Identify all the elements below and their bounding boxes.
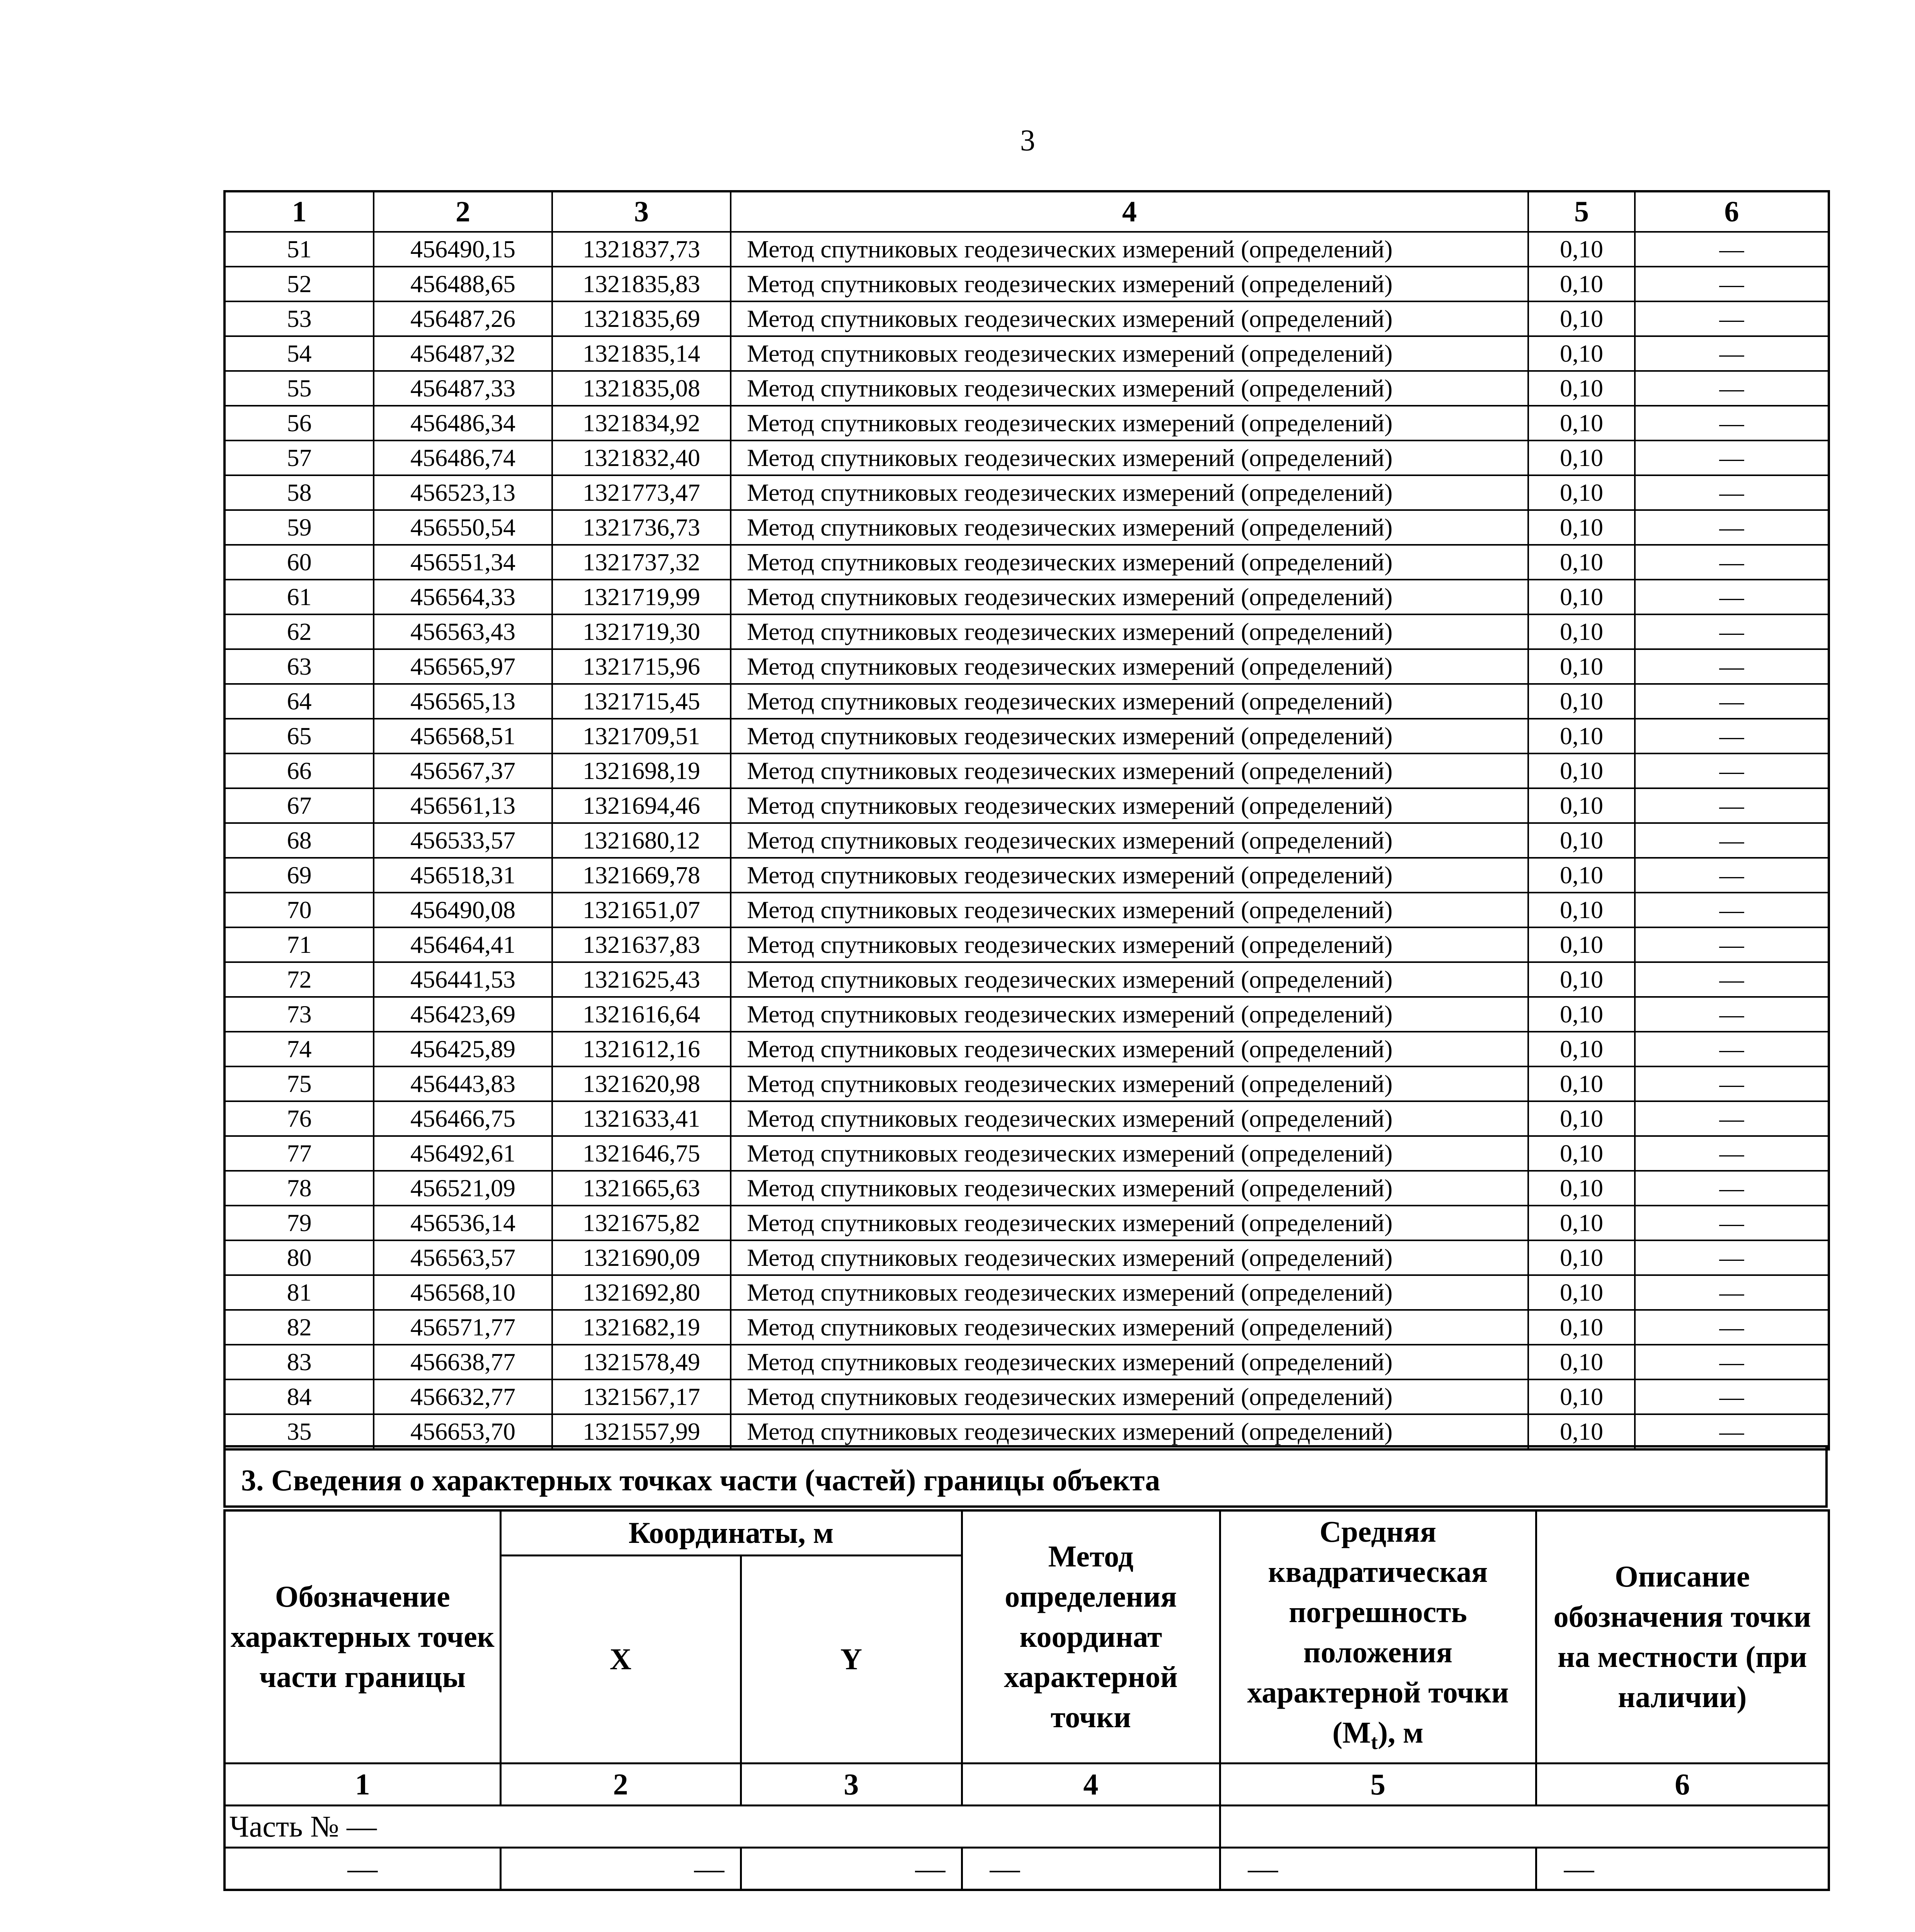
y-coordinate: 1321694,46 bbox=[552, 788, 731, 823]
table-row bbox=[224, 1032, 1829, 1066]
y-coordinate: 1321835,14 bbox=[552, 336, 731, 371]
method: Метод спутниковых геодезических измерений (определений) bbox=[731, 301, 1528, 336]
header-description: Описание обозначения точки на местности (при наличии) bbox=[1536, 1510, 1829, 1763]
table-row bbox=[224, 649, 1829, 684]
accuracy: 0,10 bbox=[1528, 510, 1635, 545]
y-coordinate: 1321715,96 bbox=[552, 649, 731, 684]
x-coordinate: 456523,13 bbox=[374, 475, 552, 510]
y-coordinate: 1321682,19 bbox=[552, 1310, 731, 1345]
description: — bbox=[1635, 858, 1829, 893]
accuracy: 0,10 bbox=[1528, 1171, 1635, 1206]
method: Метод спутниковых геодезических измерений (определений) bbox=[731, 753, 1528, 788]
description: — bbox=[1635, 1032, 1829, 1066]
x-coordinate: 456487,32 bbox=[374, 336, 552, 371]
accuracy: 0,10 bbox=[1528, 1345, 1635, 1379]
table-row bbox=[224, 997, 1829, 1032]
y-coordinate: 1321616,64 bbox=[552, 997, 731, 1032]
method: Метод спутниковых геодезических измерений (определений) bbox=[731, 858, 1528, 893]
method: Метод спутниковых геодезических измерений (определений) bbox=[731, 1032, 1528, 1066]
point-number: 62 bbox=[224, 614, 374, 649]
description: — bbox=[1635, 649, 1829, 684]
y-coordinate: 1321736,73 bbox=[552, 510, 731, 545]
point-number: 67 bbox=[224, 788, 374, 823]
header-cell: 1 bbox=[224, 191, 374, 232]
x-coordinate: 456632,77 bbox=[374, 1379, 552, 1414]
x-coordinate: 456638,77 bbox=[374, 1345, 552, 1379]
header-cell: 5 bbox=[1528, 191, 1635, 232]
y-coordinate: 1321692,80 bbox=[552, 1275, 731, 1310]
column-number: 4 bbox=[962, 1763, 1220, 1805]
method: Метод спутниковых геодезических измерений (определений) bbox=[731, 1171, 1528, 1206]
accuracy: 0,10 bbox=[1528, 267, 1635, 301]
method: Метод спутниковых геодезических измерений (определений) bbox=[731, 1345, 1528, 1379]
point-number: 56 bbox=[224, 406, 374, 440]
point-number: 83 bbox=[224, 1345, 374, 1379]
description: — bbox=[1635, 788, 1829, 823]
x-coordinate: 456490,15 bbox=[374, 232, 552, 267]
accuracy: 0,10 bbox=[1528, 1240, 1635, 1275]
method: Метод спутниковых геодезических измерений (определений) bbox=[731, 1206, 1528, 1240]
column-number: 5 bbox=[1220, 1763, 1536, 1805]
description: — bbox=[1635, 684, 1829, 719]
description: — bbox=[1635, 1206, 1829, 1240]
x-coordinate: 456653,70 bbox=[374, 1414, 552, 1449]
column-numbers-row bbox=[224, 1763, 1829, 1805]
y-coordinate: 1321578,49 bbox=[552, 1345, 731, 1379]
table-row bbox=[224, 788, 1829, 823]
header-x: X bbox=[500, 1555, 741, 1763]
y-coordinate: 1321675,82 bbox=[552, 1206, 731, 1240]
section-3-heading-box bbox=[223, 1445, 1828, 1508]
y-coordinate: 1321719,99 bbox=[552, 580, 731, 614]
y-coordinate: 1321719,30 bbox=[552, 614, 731, 649]
point-number: 78 bbox=[224, 1171, 374, 1206]
dash-cell: — bbox=[500, 1847, 741, 1890]
point-number: 82 bbox=[224, 1310, 374, 1345]
y-coordinate: 1321665,63 bbox=[552, 1171, 731, 1206]
table-row bbox=[224, 475, 1829, 510]
point-number: 79 bbox=[224, 1206, 374, 1240]
accuracy: 0,10 bbox=[1528, 1206, 1635, 1240]
part-empty-cell bbox=[1220, 1805, 1829, 1847]
points-table-header bbox=[224, 191, 1829, 232]
y-coordinate: 1321646,75 bbox=[552, 1136, 731, 1171]
description: — bbox=[1635, 1275, 1829, 1310]
accuracy: 0,10 bbox=[1528, 753, 1635, 788]
accuracy: 0,10 bbox=[1528, 1379, 1635, 1414]
point-number: 63 bbox=[224, 649, 374, 684]
accuracy: 0,10 bbox=[1528, 371, 1635, 406]
dash-cell: — bbox=[224, 1847, 500, 1890]
header-point-designation: Обозначение характерных точек части границы bbox=[224, 1510, 500, 1763]
header-cell: 2 bbox=[374, 191, 552, 232]
x-coordinate: 456486,74 bbox=[374, 440, 552, 475]
table-row bbox=[224, 927, 1829, 962]
description: — bbox=[1635, 1310, 1829, 1345]
table-row bbox=[224, 719, 1829, 753]
accuracy: 0,10 bbox=[1528, 580, 1635, 614]
section-3-title: 3. Сведения о характерных точках части (частей) границы объекта bbox=[241, 1463, 1160, 1497]
table-row bbox=[224, 614, 1829, 649]
x-coordinate: 456521,09 bbox=[374, 1171, 552, 1206]
table-row bbox=[224, 1240, 1829, 1275]
point-number: 69 bbox=[224, 858, 374, 893]
description: — bbox=[1635, 614, 1829, 649]
table-row bbox=[224, 1066, 1829, 1101]
x-coordinate: 456488,65 bbox=[374, 267, 552, 301]
point-number: 55 bbox=[224, 371, 374, 406]
point-number: 61 bbox=[224, 580, 374, 614]
y-coordinate: 1321669,78 bbox=[552, 858, 731, 893]
header-coordinates: Координаты, м bbox=[500, 1510, 962, 1555]
method: Метод спутниковых геодезических измерений (определений) bbox=[731, 371, 1528, 406]
x-coordinate: 456466,75 bbox=[374, 1101, 552, 1136]
description: — bbox=[1635, 510, 1829, 545]
y-coordinate: 1321637,83 bbox=[552, 927, 731, 962]
accuracy: 0,10 bbox=[1528, 788, 1635, 823]
method: Метод спутниковых геодезических измерений (определений) bbox=[731, 823, 1528, 858]
y-coordinate: 1321835,08 bbox=[552, 371, 731, 406]
x-coordinate: 456487,26 bbox=[374, 301, 552, 336]
point-number: 84 bbox=[224, 1379, 374, 1414]
method: Метод спутниковых геодезических измерений (определений) bbox=[731, 336, 1528, 371]
method: Метод спутниковых геодезических измерений (определений) bbox=[731, 788, 1528, 823]
x-coordinate: 456486,34 bbox=[374, 406, 552, 440]
y-coordinate: 1321835,69 bbox=[552, 301, 731, 336]
table-row bbox=[224, 510, 1829, 545]
method: Метод спутниковых геодезических измерений (определений) bbox=[731, 1240, 1528, 1275]
x-coordinate: 456567,37 bbox=[374, 753, 552, 788]
point-number: 66 bbox=[224, 753, 374, 788]
description: — bbox=[1635, 301, 1829, 336]
x-coordinate: 456443,83 bbox=[374, 1066, 552, 1101]
y-coordinate: 1321837,73 bbox=[552, 232, 731, 267]
page-number: 3 bbox=[1020, 123, 1035, 157]
y-coordinate: 1321567,17 bbox=[552, 1379, 731, 1414]
description: — bbox=[1635, 1171, 1829, 1206]
x-coordinate: 456490,08 bbox=[374, 893, 552, 927]
x-coordinate: 456423,69 bbox=[374, 997, 552, 1032]
description: — bbox=[1635, 1240, 1829, 1275]
table-row bbox=[224, 858, 1829, 893]
description: — bbox=[1635, 267, 1829, 301]
x-coordinate: 456492,61 bbox=[374, 1136, 552, 1171]
table-row bbox=[224, 893, 1829, 927]
table-row bbox=[224, 1414, 1829, 1449]
y-coordinate: 1321625,43 bbox=[552, 962, 731, 997]
method: Метод спутниковых геодезических измерений (определений) bbox=[731, 510, 1528, 545]
description: — bbox=[1635, 440, 1829, 475]
table-row bbox=[224, 1379, 1829, 1414]
point-number: 59 bbox=[224, 510, 374, 545]
x-coordinate: 456533,57 bbox=[374, 823, 552, 858]
accuracy: 0,10 bbox=[1528, 1101, 1635, 1136]
header-accuracy-tail: ), м bbox=[1378, 1716, 1423, 1749]
y-coordinate: 1321651,07 bbox=[552, 893, 731, 927]
point-number: 81 bbox=[224, 1275, 374, 1310]
table-row bbox=[224, 232, 1829, 267]
description: — bbox=[1635, 1066, 1829, 1101]
point-number: 64 bbox=[224, 684, 374, 719]
x-coordinate: 456487,33 bbox=[374, 371, 552, 406]
x-coordinate: 456518,31 bbox=[374, 858, 552, 893]
table-row bbox=[224, 267, 1829, 301]
method: Метод спутниковых геодезических измерений (определений) bbox=[731, 1414, 1528, 1449]
x-coordinate: 456568,51 bbox=[374, 719, 552, 753]
y-coordinate: 1321834,92 bbox=[552, 406, 731, 440]
x-coordinate: 456568,10 bbox=[374, 1275, 552, 1310]
description: — bbox=[1635, 580, 1829, 614]
y-coordinate: 1321690,09 bbox=[552, 1240, 731, 1275]
x-coordinate: 456571,77 bbox=[374, 1310, 552, 1345]
method: Метод спутниковых геодезических измерений (определений) bbox=[731, 1101, 1528, 1136]
method: Метод спутниковых геодезических измерений (определений) bbox=[731, 893, 1528, 927]
method: Метод спутниковых геодезических измерений (определений) bbox=[731, 962, 1528, 997]
accuracy: 0,10 bbox=[1528, 336, 1635, 371]
table-row bbox=[224, 580, 1829, 614]
accuracy: 0,10 bbox=[1528, 1136, 1635, 1171]
description: — bbox=[1635, 962, 1829, 997]
accuracy: 0,10 bbox=[1528, 440, 1635, 475]
point-number: 80 bbox=[224, 1240, 374, 1275]
description: — bbox=[1635, 1345, 1829, 1379]
method: Метод спутниковых геодезических измерений (определений) bbox=[731, 1136, 1528, 1171]
y-coordinate: 1321612,16 bbox=[552, 1032, 731, 1066]
method: Метод спутниковых геодезических измерений (определений) bbox=[731, 440, 1528, 475]
accuracy: 0,10 bbox=[1528, 232, 1635, 267]
accuracy: 0,10 bbox=[1528, 649, 1635, 684]
part-row bbox=[224, 1805, 1829, 1847]
point-number: 51 bbox=[224, 232, 374, 267]
header-accuracy bbox=[1220, 1510, 1536, 1763]
point-number: 76 bbox=[224, 1101, 374, 1136]
header-y: Y bbox=[741, 1555, 962, 1763]
column-number: 3 bbox=[741, 1763, 962, 1805]
method: Метод спутниковых геодезических измерений (определений) bbox=[731, 1379, 1528, 1414]
x-coordinate: 456464,41 bbox=[374, 927, 552, 962]
x-coordinate: 456441,53 bbox=[374, 962, 552, 997]
point-number: 65 bbox=[224, 719, 374, 753]
method: Метод спутниковых геодезических измерений (определений) bbox=[731, 1275, 1528, 1310]
header-accuracy-text: Средняя квадратическая погрешность положения характерной точки (M bbox=[1247, 1515, 1509, 1749]
table-row bbox=[224, 301, 1829, 336]
table-row bbox=[224, 1101, 1829, 1136]
part-points-table bbox=[223, 1509, 1830, 1891]
table-row bbox=[224, 336, 1829, 371]
description: — bbox=[1635, 545, 1829, 580]
x-coordinate: 456565,13 bbox=[374, 684, 552, 719]
y-coordinate: 1321698,19 bbox=[552, 753, 731, 788]
description: — bbox=[1635, 1379, 1829, 1414]
point-number: 71 bbox=[224, 927, 374, 962]
point-number: 73 bbox=[224, 997, 374, 1032]
table-row bbox=[224, 753, 1829, 788]
y-coordinate: 1321557,99 bbox=[552, 1414, 731, 1449]
accuracy: 0,10 bbox=[1528, 301, 1635, 336]
column-number: 6 bbox=[1536, 1763, 1829, 1805]
table-row bbox=[224, 1275, 1829, 1310]
description: — bbox=[1635, 823, 1829, 858]
accuracy: 0,10 bbox=[1528, 1310, 1635, 1345]
accuracy: 0,10 bbox=[1528, 545, 1635, 580]
method: Метод спутниковых геодезических измерений (определений) bbox=[731, 1066, 1528, 1101]
table-row bbox=[224, 1136, 1829, 1171]
accuracy: 0,10 bbox=[1528, 614, 1635, 649]
point-number: 77 bbox=[224, 1136, 374, 1171]
x-coordinate: 456551,34 bbox=[374, 545, 552, 580]
header-cell: 6 bbox=[1635, 191, 1829, 232]
dash-cell: — bbox=[1536, 1847, 1829, 1890]
method: Метод спутниковых геодезических измерений (определений) bbox=[731, 267, 1528, 301]
point-number: 58 bbox=[224, 475, 374, 510]
x-coordinate: 456536,14 bbox=[374, 1206, 552, 1240]
x-coordinate: 456425,89 bbox=[374, 1032, 552, 1066]
dash-cell: — bbox=[962, 1847, 1220, 1890]
point-number: 52 bbox=[224, 267, 374, 301]
method: Метод спутниковых геодезических измерений (определений) bbox=[731, 614, 1528, 649]
method: Метод спутниковых геодезических измерений (определений) bbox=[731, 684, 1528, 719]
part-label: Часть № — bbox=[224, 1805, 1220, 1847]
table-row bbox=[224, 684, 1829, 719]
y-coordinate: 1321620,98 bbox=[552, 1066, 731, 1101]
description: — bbox=[1635, 1101, 1829, 1136]
point-number: 57 bbox=[224, 440, 374, 475]
accuracy: 0,10 bbox=[1528, 823, 1635, 858]
method: Метод спутниковых геодезических измерений (определений) bbox=[731, 1310, 1528, 1345]
table-row bbox=[224, 1171, 1829, 1206]
y-coordinate: 1321773,47 bbox=[552, 475, 731, 510]
point-number: 68 bbox=[224, 823, 374, 858]
point-number: 74 bbox=[224, 1032, 374, 1066]
description: — bbox=[1635, 475, 1829, 510]
point-number: 53 bbox=[224, 301, 374, 336]
header-cell: 3 bbox=[552, 191, 731, 232]
method: Метод спутниковых геодезических измерений (определений) bbox=[731, 997, 1528, 1032]
method: Метод спутниковых геодезических измерений (определений) bbox=[731, 475, 1528, 510]
accuracy: 0,10 bbox=[1528, 927, 1635, 962]
y-coordinate: 1321737,32 bbox=[552, 545, 731, 580]
description: — bbox=[1635, 371, 1829, 406]
column-number: 2 bbox=[500, 1763, 741, 1805]
x-coordinate: 456563,57 bbox=[374, 1240, 552, 1275]
accuracy: 0,10 bbox=[1528, 684, 1635, 719]
header-cell: 4 bbox=[731, 191, 1528, 232]
accuracy: 0,10 bbox=[1528, 997, 1635, 1032]
method: Метод спутниковых геодезических измерений (определений) bbox=[731, 406, 1528, 440]
point-number: 35 bbox=[224, 1414, 374, 1449]
accuracy: 0,10 bbox=[1528, 962, 1635, 997]
method: Метод спутниковых геодезических измерений (определений) bbox=[731, 927, 1528, 962]
y-coordinate: 1321709,51 bbox=[552, 719, 731, 753]
table-row bbox=[224, 1310, 1829, 1345]
description: — bbox=[1635, 232, 1829, 267]
point-number: 54 bbox=[224, 336, 374, 371]
description: — bbox=[1635, 753, 1829, 788]
method: Метод спутниковых геодезических измерений (определений) bbox=[731, 719, 1528, 753]
table-row bbox=[224, 1345, 1829, 1379]
points-table bbox=[223, 190, 1830, 1451]
accuracy: 0,10 bbox=[1528, 406, 1635, 440]
table-row bbox=[224, 962, 1829, 997]
table-row bbox=[224, 823, 1829, 858]
x-coordinate: 456561,13 bbox=[374, 788, 552, 823]
description: — bbox=[1635, 997, 1829, 1032]
accuracy: 0,10 bbox=[1528, 1066, 1635, 1101]
description: — bbox=[1635, 1136, 1829, 1171]
description: — bbox=[1635, 893, 1829, 927]
accuracy: 0,10 bbox=[1528, 858, 1635, 893]
table-row bbox=[224, 1206, 1829, 1240]
column-number: 1 bbox=[224, 1763, 500, 1805]
accuracy: 0,10 bbox=[1528, 1414, 1635, 1449]
x-coordinate: 456564,33 bbox=[374, 580, 552, 614]
description: — bbox=[1635, 1414, 1829, 1449]
accuracy: 0,10 bbox=[1528, 475, 1635, 510]
accuracy: 0,10 bbox=[1528, 1275, 1635, 1310]
description: — bbox=[1635, 336, 1829, 371]
header-method: Метод определения координат характерной точки bbox=[962, 1510, 1220, 1763]
description: — bbox=[1635, 927, 1829, 962]
dash-cell: — bbox=[741, 1847, 962, 1890]
y-coordinate: 1321680,12 bbox=[552, 823, 731, 858]
y-coordinate: 1321633,41 bbox=[552, 1101, 731, 1136]
table-row bbox=[224, 371, 1829, 406]
part-dash-row bbox=[224, 1847, 1829, 1890]
table-row bbox=[224, 406, 1829, 440]
description: — bbox=[1635, 406, 1829, 440]
point-number: 75 bbox=[224, 1066, 374, 1101]
table-row bbox=[224, 545, 1829, 580]
accuracy: 0,10 bbox=[1528, 893, 1635, 927]
method: Метод спутниковых геодезических измерений (определений) bbox=[731, 649, 1528, 684]
method: Метод спутниковых геодезических измерений (определений) bbox=[731, 545, 1528, 580]
method: Метод спутниковых геодезических измерений (определений) bbox=[731, 580, 1528, 614]
table-row bbox=[224, 440, 1829, 475]
y-coordinate: 1321835,83 bbox=[552, 267, 731, 301]
header-accuracy-subscript: t bbox=[1371, 1730, 1378, 1754]
point-number: 70 bbox=[224, 893, 374, 927]
accuracy: 0,10 bbox=[1528, 719, 1635, 753]
point-number: 60 bbox=[224, 545, 374, 580]
point-number: 72 bbox=[224, 962, 374, 997]
x-coordinate: 456563,43 bbox=[374, 614, 552, 649]
dash-cell: — bbox=[1220, 1847, 1536, 1890]
y-coordinate: 1321715,45 bbox=[552, 684, 731, 719]
x-coordinate: 456565,97 bbox=[374, 649, 552, 684]
y-coordinate: 1321832,40 bbox=[552, 440, 731, 475]
x-coordinate: 456550,54 bbox=[374, 510, 552, 545]
description: — bbox=[1635, 719, 1829, 753]
method: Метод спутниковых геодезических измерений (определений) bbox=[731, 232, 1528, 267]
accuracy: 0,10 bbox=[1528, 1032, 1635, 1066]
